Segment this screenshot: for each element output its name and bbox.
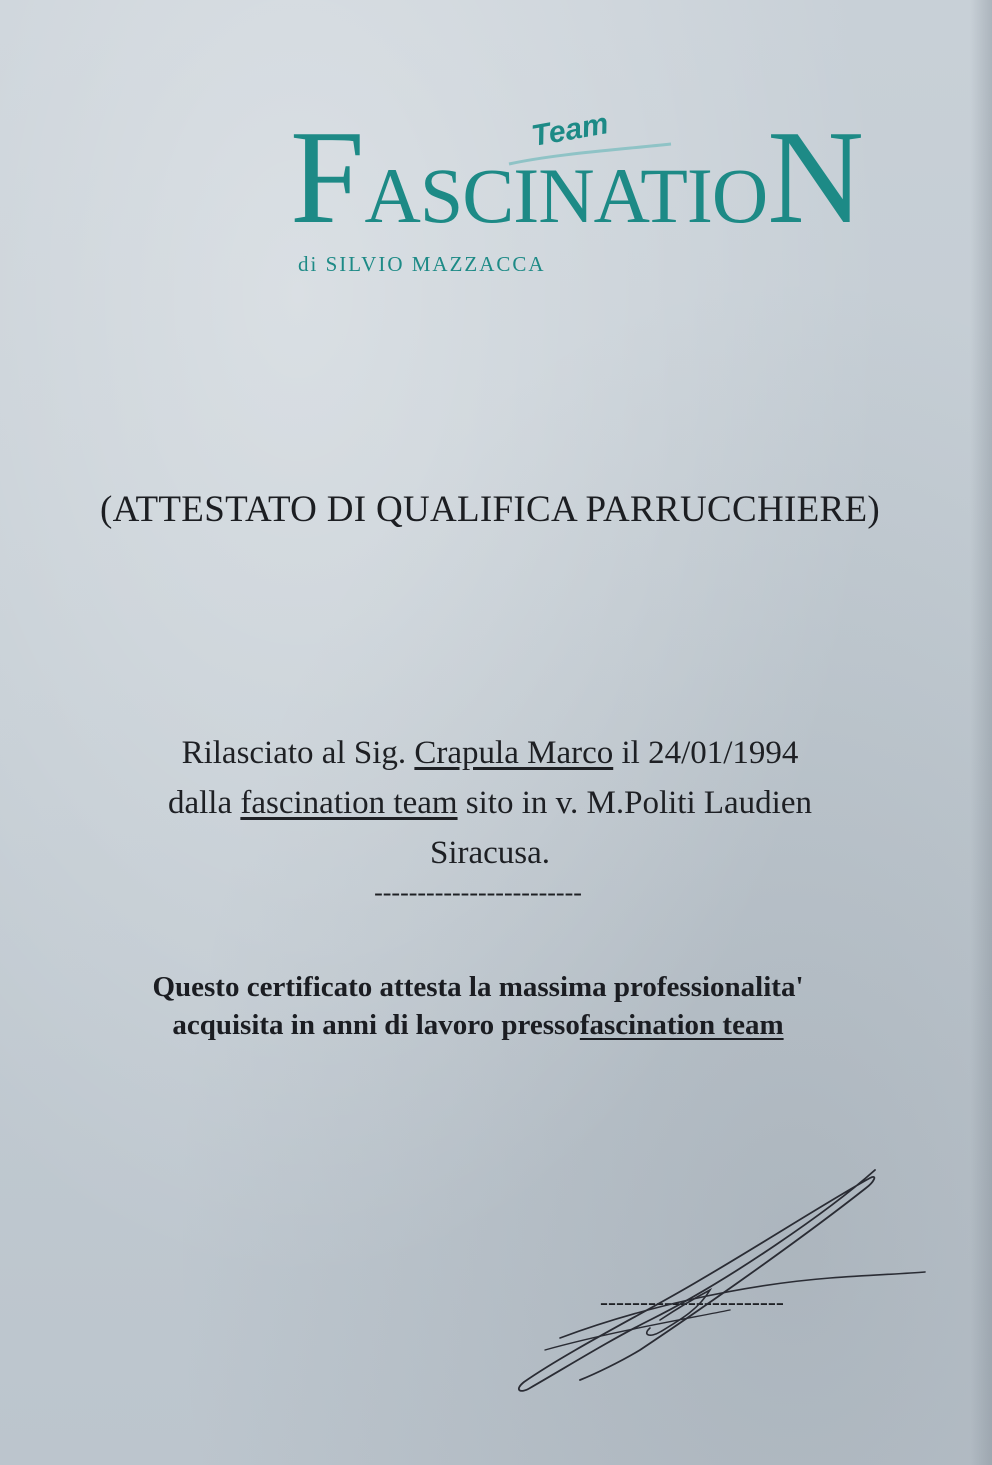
logo-letter-n: N xyxy=(767,103,864,251)
fascination-team-logo xyxy=(290,103,864,280)
certificate-title: (ATTESTATO DI QUALIFICA PARRUCCHIERE) xyxy=(99,489,881,530)
issuer-address: sito in v. M.Politi Laudien xyxy=(457,785,812,821)
statement-prefix: acquisita in anni di lavoro presso xyxy=(172,1009,580,1041)
issued-city: Siracusa. xyxy=(429,835,551,871)
issued-date: il 24/01/1994 xyxy=(613,735,799,771)
statement-issuer: fascination team xyxy=(579,1009,784,1041)
logo-letters-middle: ASCINATIO xyxy=(364,152,768,239)
handwritten-signature xyxy=(500,1160,940,1400)
issued-paragraph xyxy=(0,728,980,878)
signature-line: ----------------------- xyxy=(600,1290,784,1316)
logo-letter-f: F xyxy=(290,103,365,251)
statement-line-2 xyxy=(0,1006,956,1044)
separator-line: ------------------------ xyxy=(374,878,582,907)
issued-line-1 xyxy=(0,728,980,778)
statement-paragraph xyxy=(0,968,956,1044)
logo-swoosh-icon xyxy=(505,140,675,170)
issuer-prefix: dalla xyxy=(167,785,241,821)
logo-subtitle: di SILVIO MAZZACCA xyxy=(298,252,546,276)
logo-team-label: Team xyxy=(529,107,611,154)
statement-line-1: Questo certificato attesta la massima professionalita' xyxy=(152,971,804,1003)
issuer-name: fascination team xyxy=(240,785,458,821)
issued-line-2 xyxy=(0,778,980,828)
issued-prefix: Rilasciato al Sig. xyxy=(181,735,415,771)
recipient-name: Crapula Marco xyxy=(414,735,614,771)
